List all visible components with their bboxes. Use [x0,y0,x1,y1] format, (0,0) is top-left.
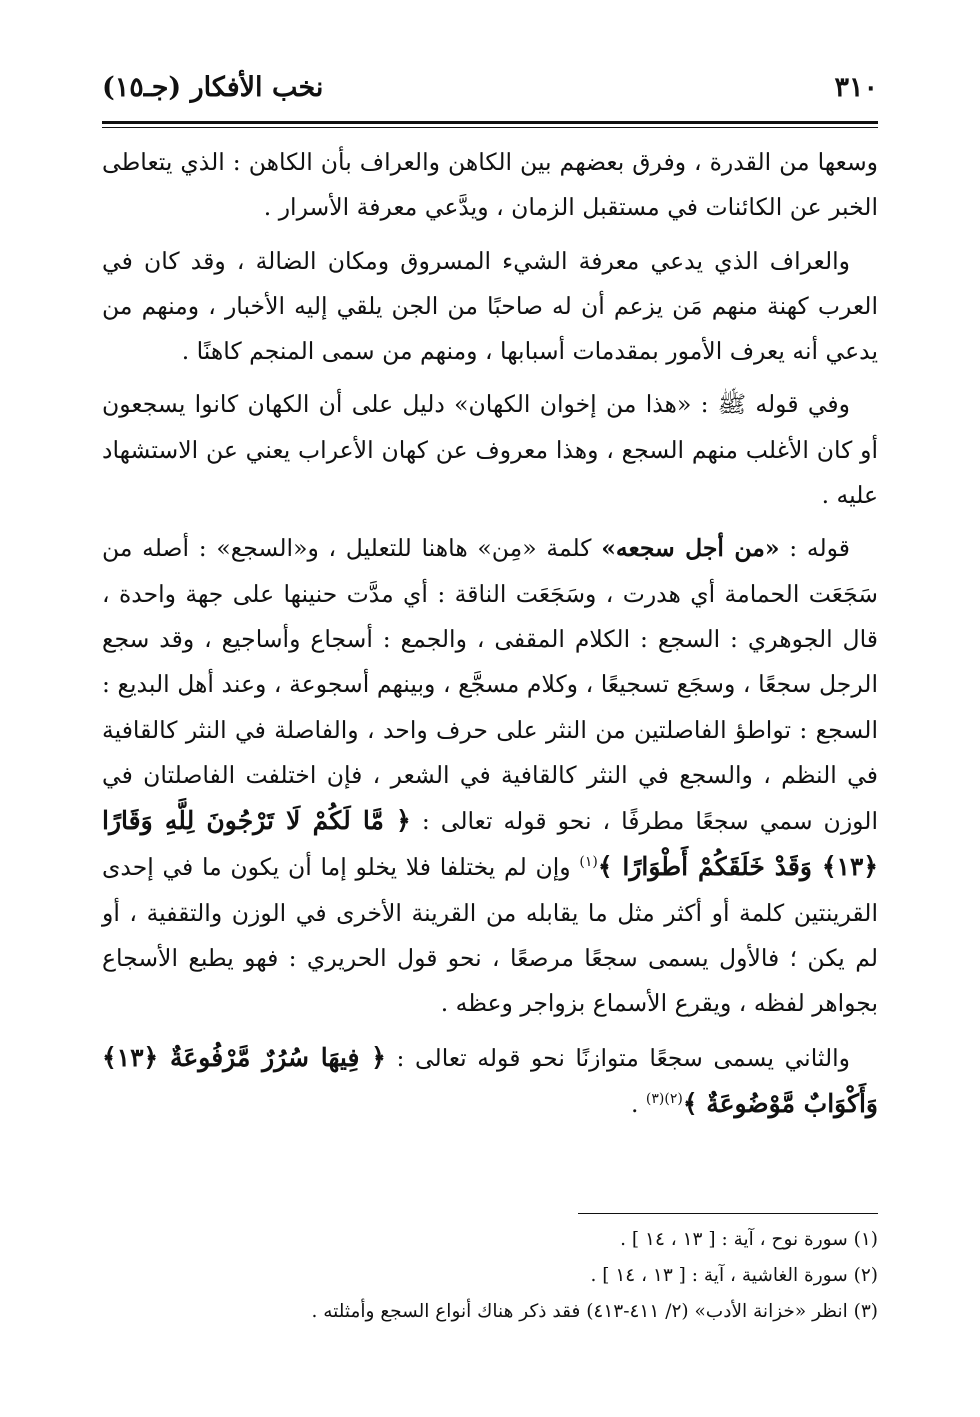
paragraph-2: والعراف الذي يدعي معرفة الشيء المسروق ومكان الضالة ، وقد كان في العرب كهنة منهم مَن يزعم أن له صاحبًا من الجن يلقي إليه الأخبار ، ومنهم من يدعي أنه يعرف الأمور بمقدمات أسبابها ، ومنهم من سمى المنجم كاهنًا . [102,246,878,366]
paragraph-4-lead: قوله : [779,534,850,563]
paragraph-1: وسعها من القدرة ، وفرق بعضهم بين الكاهن والعراف بأن الكاهن : الذي يتعاطى الخبر عن الكائنات في مستقبل الزمان ، ويدَّعي معرفة الأسرار . [102,148,878,222]
footnote-2: (٢) سورة الغاشية ، آية : [ ١٣ ، ١٤ ] . [590,1265,878,1286]
paragraph-4 [102,526,878,1026]
footnote-ref-2-3[interactable]: (٢)(٣) [645,1091,683,1108]
footnote-ref-1[interactable]: (١) [579,854,598,871]
paragraph-4-text-2: وإن لم يختلفا فلا يخلو إما أن يكون ما في إحدى القرينتين كلمة أو أكثر مثل ما يقابله من القرينة الأخرى في الوزن والتقفية ، أو لم يكن ؛ فالأول يسمى سجعًا مرصعًا ، نحو قول الحريري : فهو يطبع الأسجاع بجواهر لفظه ، ويقرع الأسماع بزواجر وعظه . [102,853,878,1018]
paragraph-5 [102,1035,878,1128]
quran-verse-1: ﴿ مَّا لَكُمْ لَا تَرْجُونَ لِلَّهِ وَقَارًا ﴿١٣﴾ وَقَدْ خَلَقَكُمْ أَطْوَارًا ﴾ [102,806,878,882]
hadith-quote: «من أجل سجعه» [601,534,780,563]
page-header [102,72,878,116]
paragraph-5-end: . [630,1089,646,1118]
footnote-1: (١) سورة نوح ، آية : [ ١٣ ، ١٤ ] . [620,1229,878,1250]
paragraph-3: وفي قوله ﷺ : «هذا من إخوان الكهان» دليل على أن الكهان كانوا يسجعون أو كان الأغلب منهم السجع ، وهذا معروف عن كهان الأعراب يعني عن الاستشهاد عليه . [102,390,878,510]
header-rule-thin [102,127,878,128]
footnotes [102,1222,878,1330]
quran-verse-2: ﴿ فِيهَا سُرُرٌ مَّرْفُوعَةٌ ﴿١٣﴾ وَأَكْوَابٌ مَّوْضُوعَةٌ ﴾ [102,1042,878,1118]
paragraph-4-text-1: كلمة «مِن» هاهنا للتعليل ، و«السجع» : أصله من سَجَعَت الحمامة أي هدرت ، وسَجَعَت الناقة : أي مدَّت حنينها على جهة واحدة ، قال الجوهري : السجع : الكلام المقفى ، والجمع : أسجاع وأساجيع ، وقد سجع الرجل سجعًا ، وسجَع تسجيعًا ، وكلام مسجَّع ، وبينهم أسجوعة ، وعند أهل البديع : السجع : تواطؤ الفاصلتين من النثر على حرف واحد ، والفاصلة في النثر كالقافية في النظم ، والسجع في النثر كالقافية في الشعر ، فإن اختلفت الفاصلتان في الوزن سمي سجعًا مطرفًا ، نحو قوله تعالى : [102,534,878,836]
footnote-3: (٣) انظر «خزانة الأدب» (٢/ ٤١١-٤١٣) فقد ذكر هناك أنواع السجع وأمثلته . [311,1301,878,1322]
header-rule-thick [102,121,878,124]
footnote-divider [578,1213,878,1214]
paragraph-5-text: والثاني يسمى سجعًا متوازنًا نحو قوله تعالى : [385,1043,851,1072]
running-title: نخب الأفكار (جـ١٥) [102,72,324,103]
main-text [102,140,878,1135]
page-number: ٣١٠ [834,72,878,103]
